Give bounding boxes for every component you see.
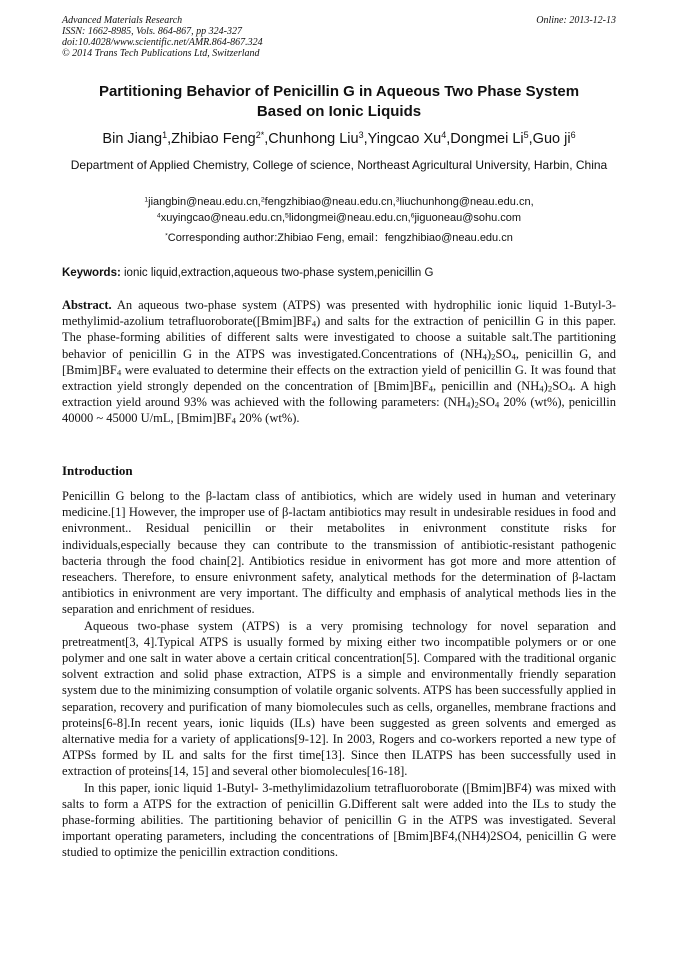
corresponding-author: *Corresponding author:Zhibiao Feng, email：fengzhibiao@neau.edu.cn [165, 232, 513, 244]
abstract-label: Abstract. [62, 298, 112, 312]
paragraph: In this paper, ionic liquid 1-Butyl- 3-methylimidazolium tetrafluoroborate ([Bmim]BF4) was mixed with salts to form a ATPS for the extraction of penicillin G.Different salt were added into the ILs to study the phase-forming abilities. The partitioning behavior of penicillin G in the ATPS was investigated. Several important operating parameters, including the concentrations of [Bmim]BF4,(NH4)2SO4, penicillin G were studied to optimize the penicillin extraction conditions. [62, 780, 616, 860]
email-link[interactable]: jiguoneau@sohu.com [414, 212, 522, 224]
paper-title [62, 82, 616, 122]
author: Zhibiao Feng$^{2*}$, [171, 130, 269, 147]
email-link[interactable]: lidongmei@neau.edu.cn, [288, 212, 411, 224]
author: Bin Jiang$^1$, [102, 130, 172, 147]
affiliation: Department of Applied Chemistry, College of science, Northeast Agricultural University, Harbin, China [70, 158, 608, 172]
abstract: Abstract. An aqueous two-phase system (ATPS) was presented with hydrophilic ionic liquid 1-Butyl-3-methylimid-azolium $tetrafluoroborate([Bmim]BF_4)$ and salts for the extraction of penicillin G in this paper. The phase-forming abilities of different salts were investigated to choose a suitable salt.The partitioning behavior of penicillin G in the ATPS was investigated.Concentrations of $(NH_4)_2SO_4$, penicillin G, and $[Bmim]BF_4$ were evaluated to determine their effects on the extraction yield of penicillin G. It was found that extraction yield strongly depended on the concentration of $[Bmim]BF_4$, penicillin and $(NH_4)_2SO_4$. A high extraction yield around 93% was achieved with the following parameters: $(NH_4)_2SO_4$ 20% (wt%), penicillin 40000 ~ 45000 U/mL, $[Bmim]BF_4$ 20% (wt%). [62, 298, 617, 426]
author-list [40, 130, 638, 148]
author-emails [62, 194, 616, 226]
email-link[interactable]: liuchunhong@neau.edu.cn, [399, 196, 534, 208]
keywords-text: ionic liquid,extraction,aqueous two-phase system,penicillin G [124, 267, 434, 279]
author: Dongmei Li$^5$, [450, 130, 533, 147]
journal-name: Advanced Materials Research [62, 15, 183, 26]
title-line-2: Based on Ionic Liquids [256, 103, 422, 120]
email-link[interactable]: xuyingcao@neau.edu.cn, [160, 212, 286, 224]
email-link[interactable]: fengzhibiao@neau.edu.cn, [264, 196, 396, 208]
email-line-1: $^1$jiangbin@neau.edu.cn,$^2$fengzhibiao@neau.edu.cn,$^3$liuchunhong@neau.edu.cn, [144, 196, 534, 208]
doi: doi:10.4028/www.scientific.net/AMR.864-867.324 [62, 37, 263, 48]
section-heading-introduction: Introduction [62, 463, 133, 478]
email-link[interactable]: jiangbin@neau.edu.cn, [148, 196, 261, 208]
paragraph: Penicillin G belong to the β-lactam class of antibiotics, which are widely used in human and veterinary medicine.[1] However, the improper use of β-lactam antibiotics may result in undesirable residues in food and enivronment.. Residual penicillin or their metabolites in enivronment constitute risks for individuals,especially because they can contribute to the transmission of antibiotic-resistant pathogenic bacteria through the food chain[2]. Antibiotics residue in enivorment has got more and more attention of reseachers. Therefore, to ensure enivronment safety, analytical methods for the determination of β-lactam antibiotics in enivronment are very important. The difficulty and emphasis of analytical methods lies in the separation and enrichment of residues. [62, 489, 616, 617]
introduction-body [62, 488, 616, 861]
author: Yingcao Xu$^4$, [367, 130, 451, 147]
title-line-1: Partitioning Behavior of Penicillin G in Aqueous Two Phase System [98, 83, 580, 100]
copyright: © 2014 Trans Tech Publications Ltd, Switzerland [62, 48, 260, 59]
online-date: Online: 2013-12-13 [536, 15, 616, 26]
keywords-label: Keywords: [62, 267, 121, 279]
keywords [62, 266, 616, 280]
journal-header [62, 15, 616, 59]
issn: ISSN: 1662-8985, Vols. 864-867, pp 324-327 [62, 26, 242, 37]
paragraph: Aqueous two-phase system (ATPS) is a very promising technology for novel separation and pretreatment[3, 4].Typical ATPS is usually formed by mixing either two incompatible polymers or or one polymer and one salt in water above a certain critical concentration[5]. Compared with the traditional organic solvent extraction and solid phase extraction, ATPS is a simple and environmentally friendly separation system due to the minimizing consumption of volatile organic solvents. ATPS has been successfully applied in separation, recovery and purification of many biomolecules such as cells, organelles, membrane fractions and proteins[6-8].In recent years, ionic liquids (ILs) have been suggested as green solvents and emerged as alternative media for a variety of applications[9-12]. In 2003, Rogers and co-workers reported a new type of ATPSs formed by IL and salts for the first time[13]. Since then ILATPS has been successfully used in extraction of proteins[14, 15] and several other biomolecules[16-18]. [62, 618, 616, 779]
author: Guo $ji^6$ [532, 130, 576, 147]
email-line-2: $^4$xuyingcao@neau.edu.cn,$^5$lidongmei@neau.edu.cn,$^6$jiguoneau@sohu.com [156, 212, 522, 224]
author: Chunhong Liu$^3$, [268, 130, 368, 147]
